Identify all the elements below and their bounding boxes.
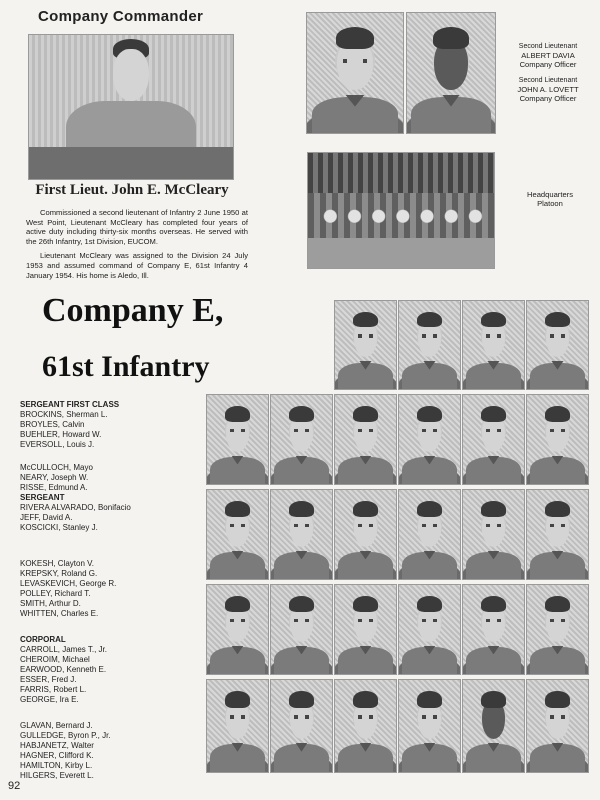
roster-entry: BUEHLER, Howard W. [20,430,102,439]
officer-photo-lovett [406,12,496,134]
soldier-photo [334,394,397,485]
soldier-photo [526,394,589,485]
officer-title: Company Officer [519,94,577,103]
platoon-caption-line: Platoon [537,199,563,208]
roster-entry: McCULLOCH, Mayo [20,463,93,472]
roster-entry: GLAVAN, Bernard J. [20,721,93,730]
roster-entry: HABJANETZ, Walter [20,741,94,750]
soldier-photo [270,584,333,675]
roster-entry: KREPSKY, Roland G. [20,569,98,578]
roster-entry: HILGERS, Everett L. [20,771,94,780]
roster-entry: CARROLL, James T., Jr. [20,645,107,654]
roster-entry: KOKESH, Clayton V. [20,559,94,568]
roster-entry: RISSE, Edmund A. [20,483,88,492]
officer-caption-1 [500,42,596,69]
roster-entry: KOSCICKI, Stanley J. [20,523,98,532]
roster-entry: GULLEDGE, Byron P., Jr. [20,731,111,740]
soldier-photo [398,489,461,580]
soldier-photo [462,300,525,390]
soldier-photo [334,300,397,390]
commander-bio [26,208,248,285]
roster [20,400,200,789]
roster-entry: ESSER, Fred J. [20,675,77,684]
page-number: 92 [8,780,21,792]
roster-entry: EARWOOD, Kenneth E. [20,665,107,674]
roster-entry: NEARY, Joseph W. [20,473,89,482]
soldier-photo [270,394,333,485]
soldier-photo [398,679,461,773]
officer-title: Company Officer [519,60,577,69]
soldier-photo [526,584,589,675]
roster-group-title: SERGEANT FIRST CLASS [20,400,120,409]
roster-group [20,400,200,450]
officer-rank: Second Lieutenant [518,43,578,50]
officer-name: JOHN A. LOVETT [517,85,579,94]
roster-entry: WHITTEN, Charles E. [20,609,99,618]
commander-heading: Company Commander [38,8,204,25]
roster-entry: BROCKINS, Sherman L. [20,410,108,419]
officer-rank: Second Lieutenant [518,77,578,84]
roster-group [20,635,200,705]
officer-photo-davia [306,12,404,134]
soldier-photo [206,679,269,773]
soldier-photo [462,394,525,485]
roster-group [20,721,200,781]
roster-group [20,463,200,493]
soldier-photo [206,489,269,580]
roster-entry: RIVERA ALVARADO, Bonifacio [20,503,131,512]
roster-entry: JEFF, David A. [20,513,73,522]
soldier-photo [462,584,525,675]
soldier-photo [398,394,461,485]
soldier-photo [398,300,461,390]
soldier-photo [526,300,589,390]
roster-entry: CHEROIM, Michael [20,655,90,664]
commander-name: First Lieut. John E. McCleary [35,182,229,198]
platoon-caption [510,190,590,208]
roster-entry: LEVASKEVICH, George R. [20,579,117,588]
roster-entry: GEORGE, Ira E. [20,695,79,704]
officer-caption-2 [500,76,596,103]
bio-paragraph-2: Lieutenant McCleary was assigned to the Division 24 July 1953 and assumed command of Company E, 61st Infantry 4 January 1954. His home is Aledo, Ill. [26,251,248,280]
roster-entry: BROYLES, Calvin [20,420,85,429]
soldier-photo [334,489,397,580]
platoon-caption-line: Headquarters [526,190,573,199]
roster-entry: EVERSOLL, Louis J. [20,440,95,449]
soldier-photo [206,584,269,675]
company-title-line-2: 61st Infantry [42,350,210,383]
soldier-photo [270,679,333,773]
company-title-line-1: Company E, [42,292,224,329]
soldier-photo [334,679,397,773]
officer-name: ALBERT DAVIA [521,51,575,60]
roster-entry: POLLEY, Richard T. [20,589,91,598]
headquarters-platoon-photo [307,152,495,269]
commander-photo [28,34,234,180]
roster-entry: SMITH, Arthur D. [20,599,81,608]
roster-entry: HAMILTON, Kirby L. [20,761,93,770]
soldier-photo [270,489,333,580]
roster-group [20,493,200,533]
soldier-photo [462,489,525,580]
bio-paragraph-1: Commissioned a second lieutenant of Infantry 2 June 1950 at West Point, Lieutenant McCleary has completed four years of active duty including thirty-six months overseas. He served with the 26th Infantry, 1st Division, EUCOM. [26,208,248,246]
soldier-photo [398,584,461,675]
soldier-photo [526,489,589,580]
soldier-photo [462,679,525,773]
roster-group [20,559,200,619]
roster-group-title: SERGEANT [20,493,65,502]
soldier-photo [334,584,397,675]
roster-entry: HAGNER, Clifford K. [20,751,94,760]
roster-entry: FARRIS, Robert L. [20,685,87,694]
roster-group-title: CORPORAL [20,635,66,644]
soldier-photo [526,679,589,773]
soldier-photo [206,394,269,485]
